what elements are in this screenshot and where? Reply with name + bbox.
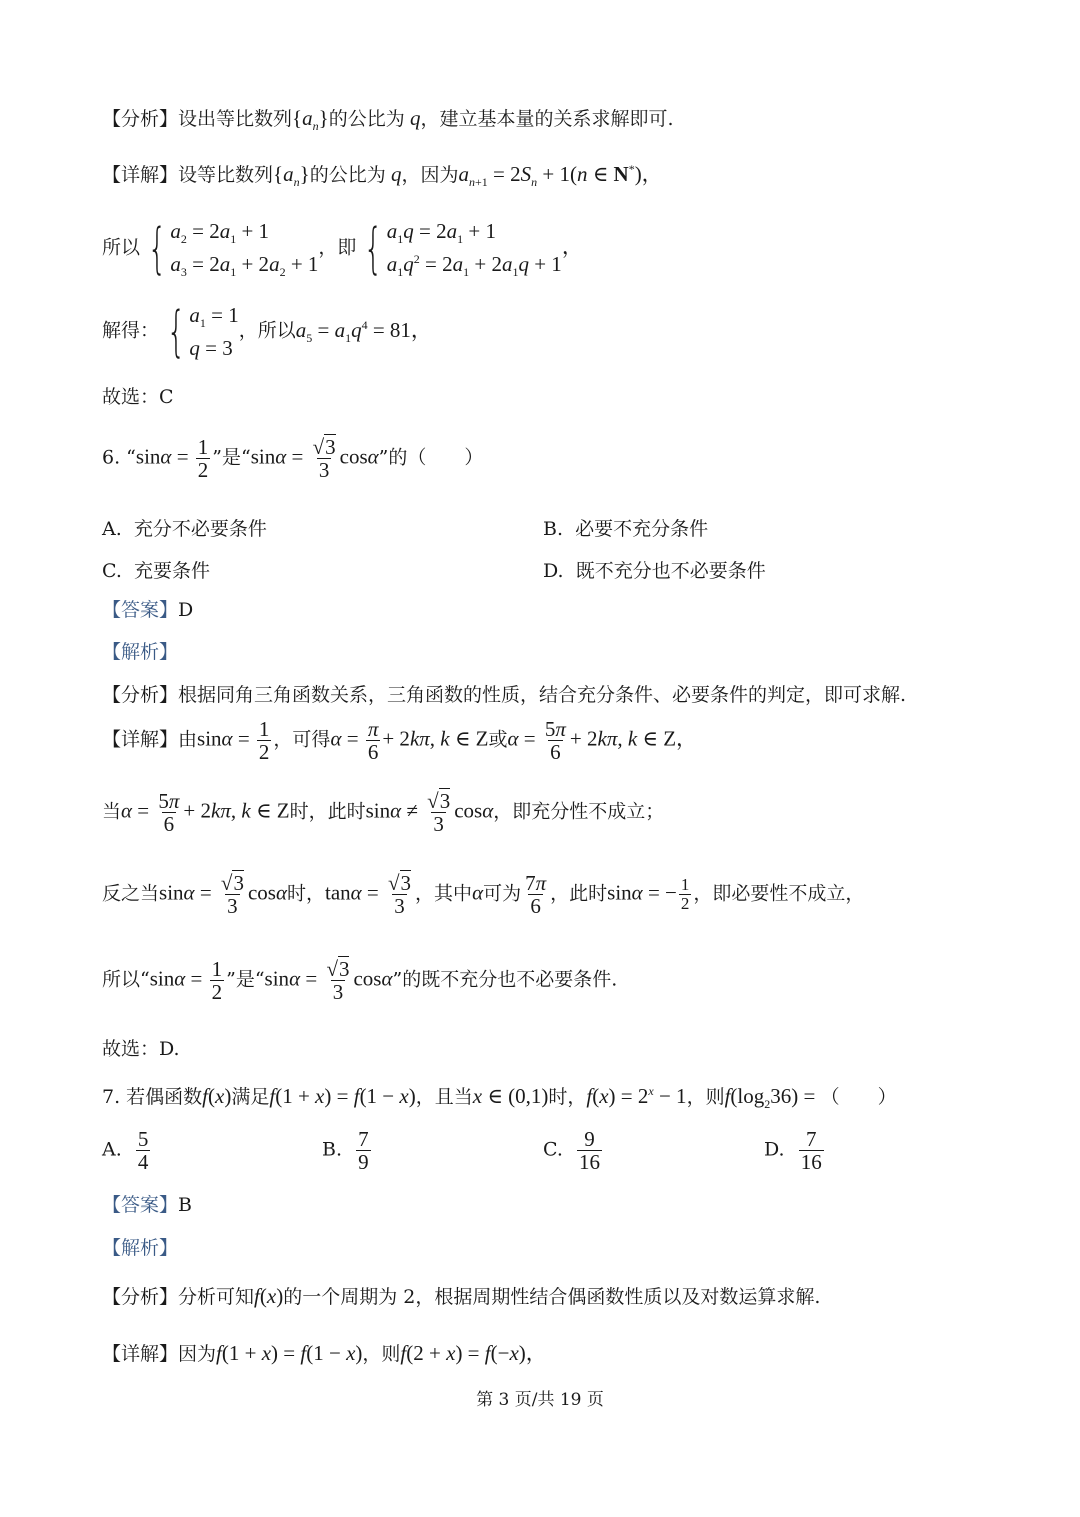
q6-detail-1: 【详解】由sinα = $\frac{1}{2}$ ，可得α = $\frac{\pi}{6}$ + 2kπ, k ∈ Z或α = $\frac{5\pi}{6}$ + 2kπ, k ∈ Z，: [102, 717, 698, 765]
p5-detail: 【详解】设等比数列$\{a_n\}$的公比为 q，因为$a_{n+1} = 2S_n + 1(n$ ∈ N*)，: [102, 162, 663, 190]
p5-solve: 解得： { $a_1 = 1$ q = 3 ，所以$a_5 = a_1q^4 = 81$，: [102, 299, 432, 363]
page-footer: 第 3 页/共 19 页: [476, 1390, 604, 1410]
q6-option-c[interactable]: C. 充要条件: [102, 560, 211, 582]
q7-option-c[interactable]: C. $\frac{9}{16}$: [543, 1127, 600, 1175]
p5-analysis: 【分析】设出等比数列$\{a_n\}$的公比为 q，建立基本量的关系求解即可.: [102, 106, 674, 134]
q6-answer: 【答案】D: [102, 599, 194, 621]
q6-option-d[interactable]: D. 既不充分也不必要条件: [543, 560, 766, 582]
q6-detail-4: 所以“sinα = $\frac{1}{2}$ ”是“sinα = $\frac{√3}{3}$ cosα”的既不充分也不必要条件.: [102, 957, 618, 1005]
label-analysis: 【分析】: [102, 108, 179, 130]
q7-stem: 7. 若偶函数f(x)满足f(1 + x) = f(1 − x)，且当x ∈ (0,1)时，$f(x) = 2^x - 1$，则$f(\log_236)$ = （ ）: [102, 1084, 897, 1112]
q6-detail-2: 当α = $\frac{5\pi}{6}$ + 2kπ, k ∈ Z时，此时sinα ≠ $\frac{√3}{3}$ cosα，即充分性不成立；: [102, 789, 665, 837]
q7-option-d[interactable]: D. $\frac{7}{16}$: [764, 1127, 822, 1175]
q6-analysis: 【分析】根据同角三角函数关系，三角函数的性质，结合充分条件、必要条件的判定，即可求解.: [102, 684, 907, 706]
label-answer: 【答案】: [102, 599, 179, 621]
q7-detail: 【详解】因为f(1 + x) = f(1 − x)，则f(2 + x) = f(−x)，: [102, 1341, 547, 1365]
q7-option-b[interactable]: B. $\frac{7}{9}$: [322, 1127, 369, 1175]
q6-explain-label: 【解析】: [102, 641, 179, 663]
q7-explain-label: 【解析】: [102, 1237, 179, 1259]
p5-choose: 故选：C: [102, 386, 174, 408]
q6-option-b[interactable]: B. 必要不充分条件: [543, 518, 709, 540]
p5-system: 所以 { $a_2 = 2a_1 + 1$ $a_3 = 2a_1 + 2a_2 + 1$ ，即 { $a_1q = 2a_1 + 1$ $a_1q^2 = 2a_1 + 2a_1q + 1$ ，: [102, 216, 583, 280]
q7-answer: 【答案】B: [102, 1194, 192, 1216]
q7-option-a[interactable]: A. $\frac{5}{4}$: [102, 1127, 149, 1175]
label-detail: 【详解】: [102, 164, 179, 186]
q6-choose: 故选：D.: [102, 1038, 180, 1060]
q6-option-a[interactable]: A. 充分不必要条件: [102, 518, 267, 540]
q7-analysis: 【分析】分析可知f(x)的一个周期为 2，根据周期性结合偶函数性质以及对数运算求解.: [102, 1284, 821, 1308]
q6-detail-3: 反之当sinα = $\frac{√3}{3}$ cosα时，tanα = $\frac{√3}{3}$ ，其中α可为 $\frac{7\pi}{6}$ ，此时sinα = − $\frac{1}{2}$ ，即必要性不成立，: [102, 871, 865, 919]
q6-stem: 6. “sinα = $\frac{1}{2}$ ”是“sinα = $\frac{√3}{3}$ cosα”的（ ）: [102, 435, 484, 483]
